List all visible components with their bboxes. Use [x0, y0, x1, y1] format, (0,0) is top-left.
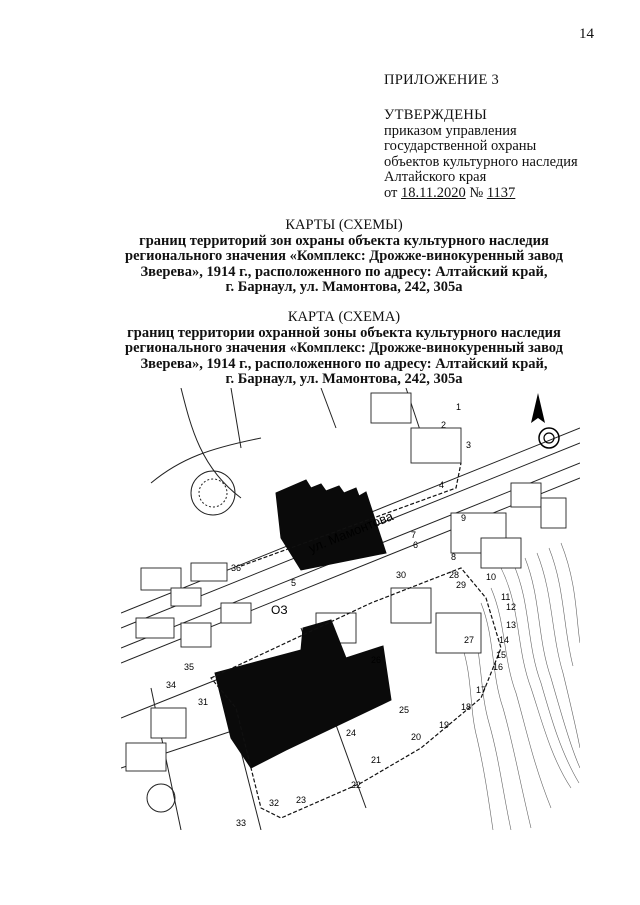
point-label: 9: [461, 513, 467, 523]
point-label: 16: [493, 662, 504, 672]
approval-line-3: объектов культурного наследия: [384, 153, 578, 170]
map-heading-block: [108, 310, 580, 388]
point-label: 30: [396, 570, 407, 580]
point-label: 1: [456, 402, 462, 412]
point-label: 22: [351, 780, 362, 790]
point-label: 33: [236, 818, 247, 828]
maps-line-4: г. Барнаул, ул. Мамонтова, 242, 305а: [225, 279, 463, 295]
point-label: 21: [371, 755, 382, 765]
point-label: 19: [439, 720, 450, 730]
point-label: 10: [486, 572, 497, 582]
page-number: 14: [579, 26, 594, 42]
point-label: 32: [269, 798, 280, 808]
point-label: 18: [461, 702, 472, 712]
map-line-2: регионального значения «Комплекс: Дрожже-винокуренный завод: [125, 340, 563, 356]
point-label: 24: [346, 728, 357, 738]
approval-line-2: государственной охраны: [384, 138, 537, 154]
point-label: 8: [451, 552, 457, 562]
map-line-4: г. Барнаул, ул. Мамонтова, 242, 305а: [225, 371, 463, 387]
north-arrow-icon: [531, 393, 559, 448]
cadastral-map: [121, 388, 580, 830]
point-label: 25: [399, 705, 410, 715]
map-line-3: Зверева», 1914 г., расположенного по адресу: Алтайский край,: [140, 355, 548, 372]
maps-line-1: границ территорий зон охраны объекта культурного наследия: [139, 232, 549, 249]
approval-date: 18.11.2020: [401, 184, 466, 201]
point-label: 13: [506, 620, 517, 630]
point-label: 2: [441, 420, 447, 430]
point-label: 26: [371, 655, 382, 665]
point-label: 12: [506, 602, 517, 612]
maps-heading-block: [108, 218, 580, 296]
point-label: 17: [476, 685, 487, 695]
approval-stamp: [384, 108, 578, 201]
point-label: 23: [296, 795, 307, 805]
point-label: 11: [501, 592, 511, 602]
maps-line-2: регионального значения «Комплекс: Дрожже-винокуренный завод: [125, 248, 563, 264]
point-label: 20: [411, 732, 422, 742]
approval-order-number: 1137: [486, 184, 516, 201]
point-label: 14: [499, 635, 510, 645]
approval-from: от: [384, 184, 398, 201]
approval-date-line: [384, 186, 578, 202]
appendix-title: ПРИЛОЖЕНИЕ 3: [384, 72, 500, 88]
maps-line-3: Зверева», 1914 г., расположенного по адресу: Алтайский край,: [140, 263, 548, 280]
point-label: 27: [464, 635, 475, 645]
point-label: 3: [466, 440, 472, 450]
point-label: 35: [184, 662, 195, 672]
approval-number-sign: №: [469, 184, 484, 201]
point-label: 6: [413, 540, 419, 550]
street-label: ул. Мамонтова: [306, 508, 396, 556]
point-label: 34: [166, 680, 177, 690]
zone-label: ОЗ: [271, 603, 288, 617]
approval-line-4: Алтайского края: [384, 169, 487, 185]
point-label: 15: [496, 650, 507, 660]
map-svg: [121, 388, 580, 830]
point-label: 4: [439, 480, 445, 490]
point-label: 31: [198, 697, 209, 707]
point-label: 36: [231, 563, 242, 573]
point-label: 7: [411, 530, 417, 540]
maps-title: КАРТЫ (СХЕМЫ): [285, 217, 403, 233]
approval-line-1: приказом управления: [384, 122, 517, 139]
point-label: 29: [456, 580, 467, 590]
map-line-1: границ территории охранной зоны объекта культурного наследия: [127, 324, 561, 341]
map-title: КАРТА (СХЕМА): [287, 309, 401, 325]
approval-heading: УТВЕРЖДЕНЫ: [384, 107, 488, 123]
point-label: 5: [291, 578, 297, 588]
point-label: 28: [449, 570, 460, 580]
